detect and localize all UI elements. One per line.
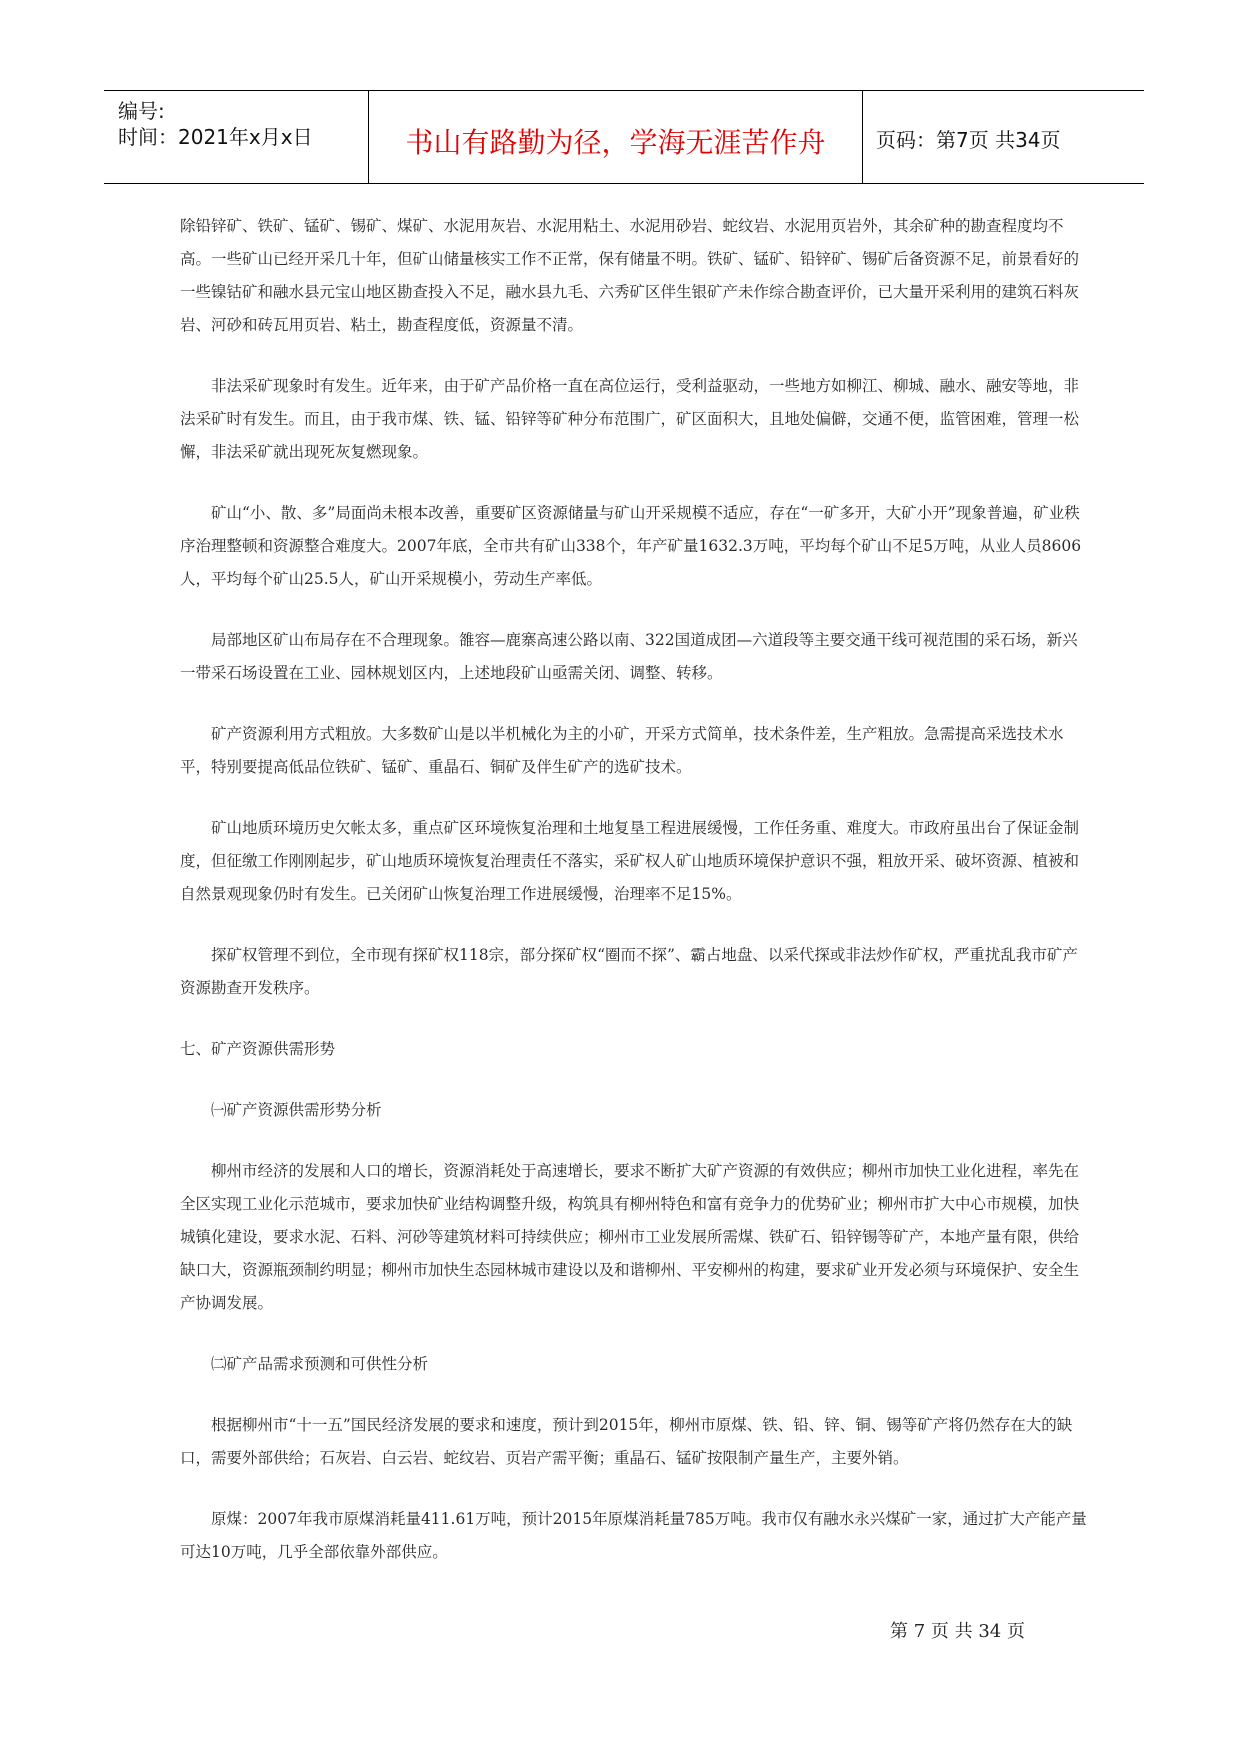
- header-motto-cell: [368, 91, 863, 183]
- paragraph-geological-environment: 矿山地质环境历史欠帐太多，重点矿区环境恢复治理和土地复垦工程进展缓慢，工作任务重、难度大。市政府虽出台了保证金制度，但征缴工作刚刚起步，矿山地质环境恢复治理责任不落实，采矿权人矿山地质环境保护意识不强，粗放开采、破坏资源、植被和自然景观现象仍时有发生。已关闭矿山恢复治理工作进展缓慢，治理率不足15%。: [180, 819, 1080, 903]
- section-heading: 七、矿产资源供需形势: [180, 1040, 336, 1058]
- paragraph-forecast: 根据柳州市“十一五”国民经济发展的要求和速度，预计到2015年，柳州市原煤、铁、铅、锌、铜、锡等矿产将仍然存在大的缺口，需要外部供给；石灰岩、白云岩、蛇纹岩、页岩产需平衡；重晶石、锰矿按限制产量生产，主要外销。: [180, 1416, 1073, 1467]
- paragraph-exploration-level: 除铅锌矿、铁矿、锰矿、锡矿、煤矿、水泥用灰岩、水泥用粘土、水泥用砂岩、蛇纹岩、水泥用页岩外，其余矿种的勘查程度均不高。一些矿山已经开采几十年，但矿山储量核实工作不正常，保有储量不明。铁矿、锰矿、铅锌矿、锡矿后备资源不足，前景看好的一些镍钴矿和融水县元宝山地区勘查投入不足，融水县九毛、六秀矿区伴生银矿产未作综合勘查评价，已大量开采利用的建筑石料灰岩、河砂和砖瓦用页岩、粘土，勘查程度低，资源量不清。: [180, 217, 1080, 334]
- page-header: [104, 90, 1144, 184]
- document-number-label: 编号:: [118, 99, 165, 123]
- paragraph-resource-utilization: 矿产资源利用方式粗放。大多数矿山是以半机械化为主的小矿，开采方式简单，技术条件差，生产粗放。急需提高采选技术水平，特别要提高低品位铁矿、锰矿、重晶石、铜矿及伴生矿产的选矿技术。: [180, 725, 1064, 776]
- paragraph-coal: 原煤：2007年我市原煤消耗量411.61万吨，预计2015年原煤消耗量785万吨。我市仅有融水永兴煤矿一家，通过扩大产能产量可达10万吨，几乎全部依靠外部供应。: [180, 1510, 1087, 1561]
- sub-heading-supply-demand: ㈠矿产资源供需形势分析: [211, 1101, 382, 1119]
- sub-heading-forecast: ㈡矿产品需求预测和可供性分析: [211, 1355, 429, 1373]
- paragraph-supply-demand: 柳州市经济的发展和人口的增长，资源消耗处于高速增长，要求不断扩大矿产资源的有效供应；柳州市加快工业化进程，率先在全区实现工业化示范城市，要求加快矿业结构调整升级，构筑具有柳州特色和富有竞争力的优势矿业；柳州市扩大中心市规模，加快城镇化建设，要求水泥、石料、河砂等建筑材料可持续供应；柳州市工业发展所需煤、铁矿石、铅锌锡等矿产，本地产量有限，供给缺口大，资源瓶颈制约明显；柳州市加快生态园林城市建设以及和谐柳州、平安柳州的构建，要求矿业开发必须与环境保护、安全生产协调发展。: [180, 1162, 1080, 1312]
- paragraph-exploration-rights: 探矿权管理不到位，全市现有探矿权118宗，部分探矿权“圈而不探”、霸占地盘、以采代探或非法炒作矿权，严重扰乱我市矿产资源勘查开发秩序。: [180, 946, 1078, 997]
- document-time-label: 时间：2021年x月x日: [118, 125, 313, 149]
- document-body: [180, 210, 1092, 1597]
- paragraph-mine-layout: 局部地区矿山布局存在不合理现象。雒容—鹿寨高速公路以南、322国道成团—六道段等主要交通干线可视范围的采石场，新兴一带采石场设置在工业、园林规划区内，上述地段矿山亟需关闭、调整、转移。: [180, 631, 1078, 682]
- header-right-cell: [862, 91, 1144, 183]
- header-motto: 书山有路勤为径，学海无涯苦作舟: [405, 126, 826, 159]
- header-left-cell: [104, 91, 368, 183]
- header-page-code: 页码：第7页 共34页: [876, 128, 1061, 152]
- paragraph-mine-scale: 矿山“小、散、多”局面尚未根本改善，重要矿区资源储量与矿山开采规模不适应，存在“一矿多开，大矿小开”现象普遍，矿业秩序治理整顿和资源整合难度大。2007年底，全市共有矿山338个，年产矿量1632.3万吨，平均每个矿山不足5万吨，从业人员8606人，平均每个矿山25.5人，矿山开采规模小，劳动生产率低。: [180, 504, 1082, 588]
- page-footer: 第 7 页 共 34 页: [890, 1621, 1025, 1642]
- paragraph-illegal-mining: 非法采矿现象时有发生。近年来，由于矿产品价格一直在高位运行，受利益驱动，一些地方如柳江、柳城、融水、融安等地，非法采矿时有发生。而且，由于我市煤、铁、锰、铅锌等矿种分布范围广，矿区面积大，且地处偏僻，交通不便，监管困难，管理一松懈，非法采矿就出现死灰复燃现象。: [180, 377, 1080, 461]
